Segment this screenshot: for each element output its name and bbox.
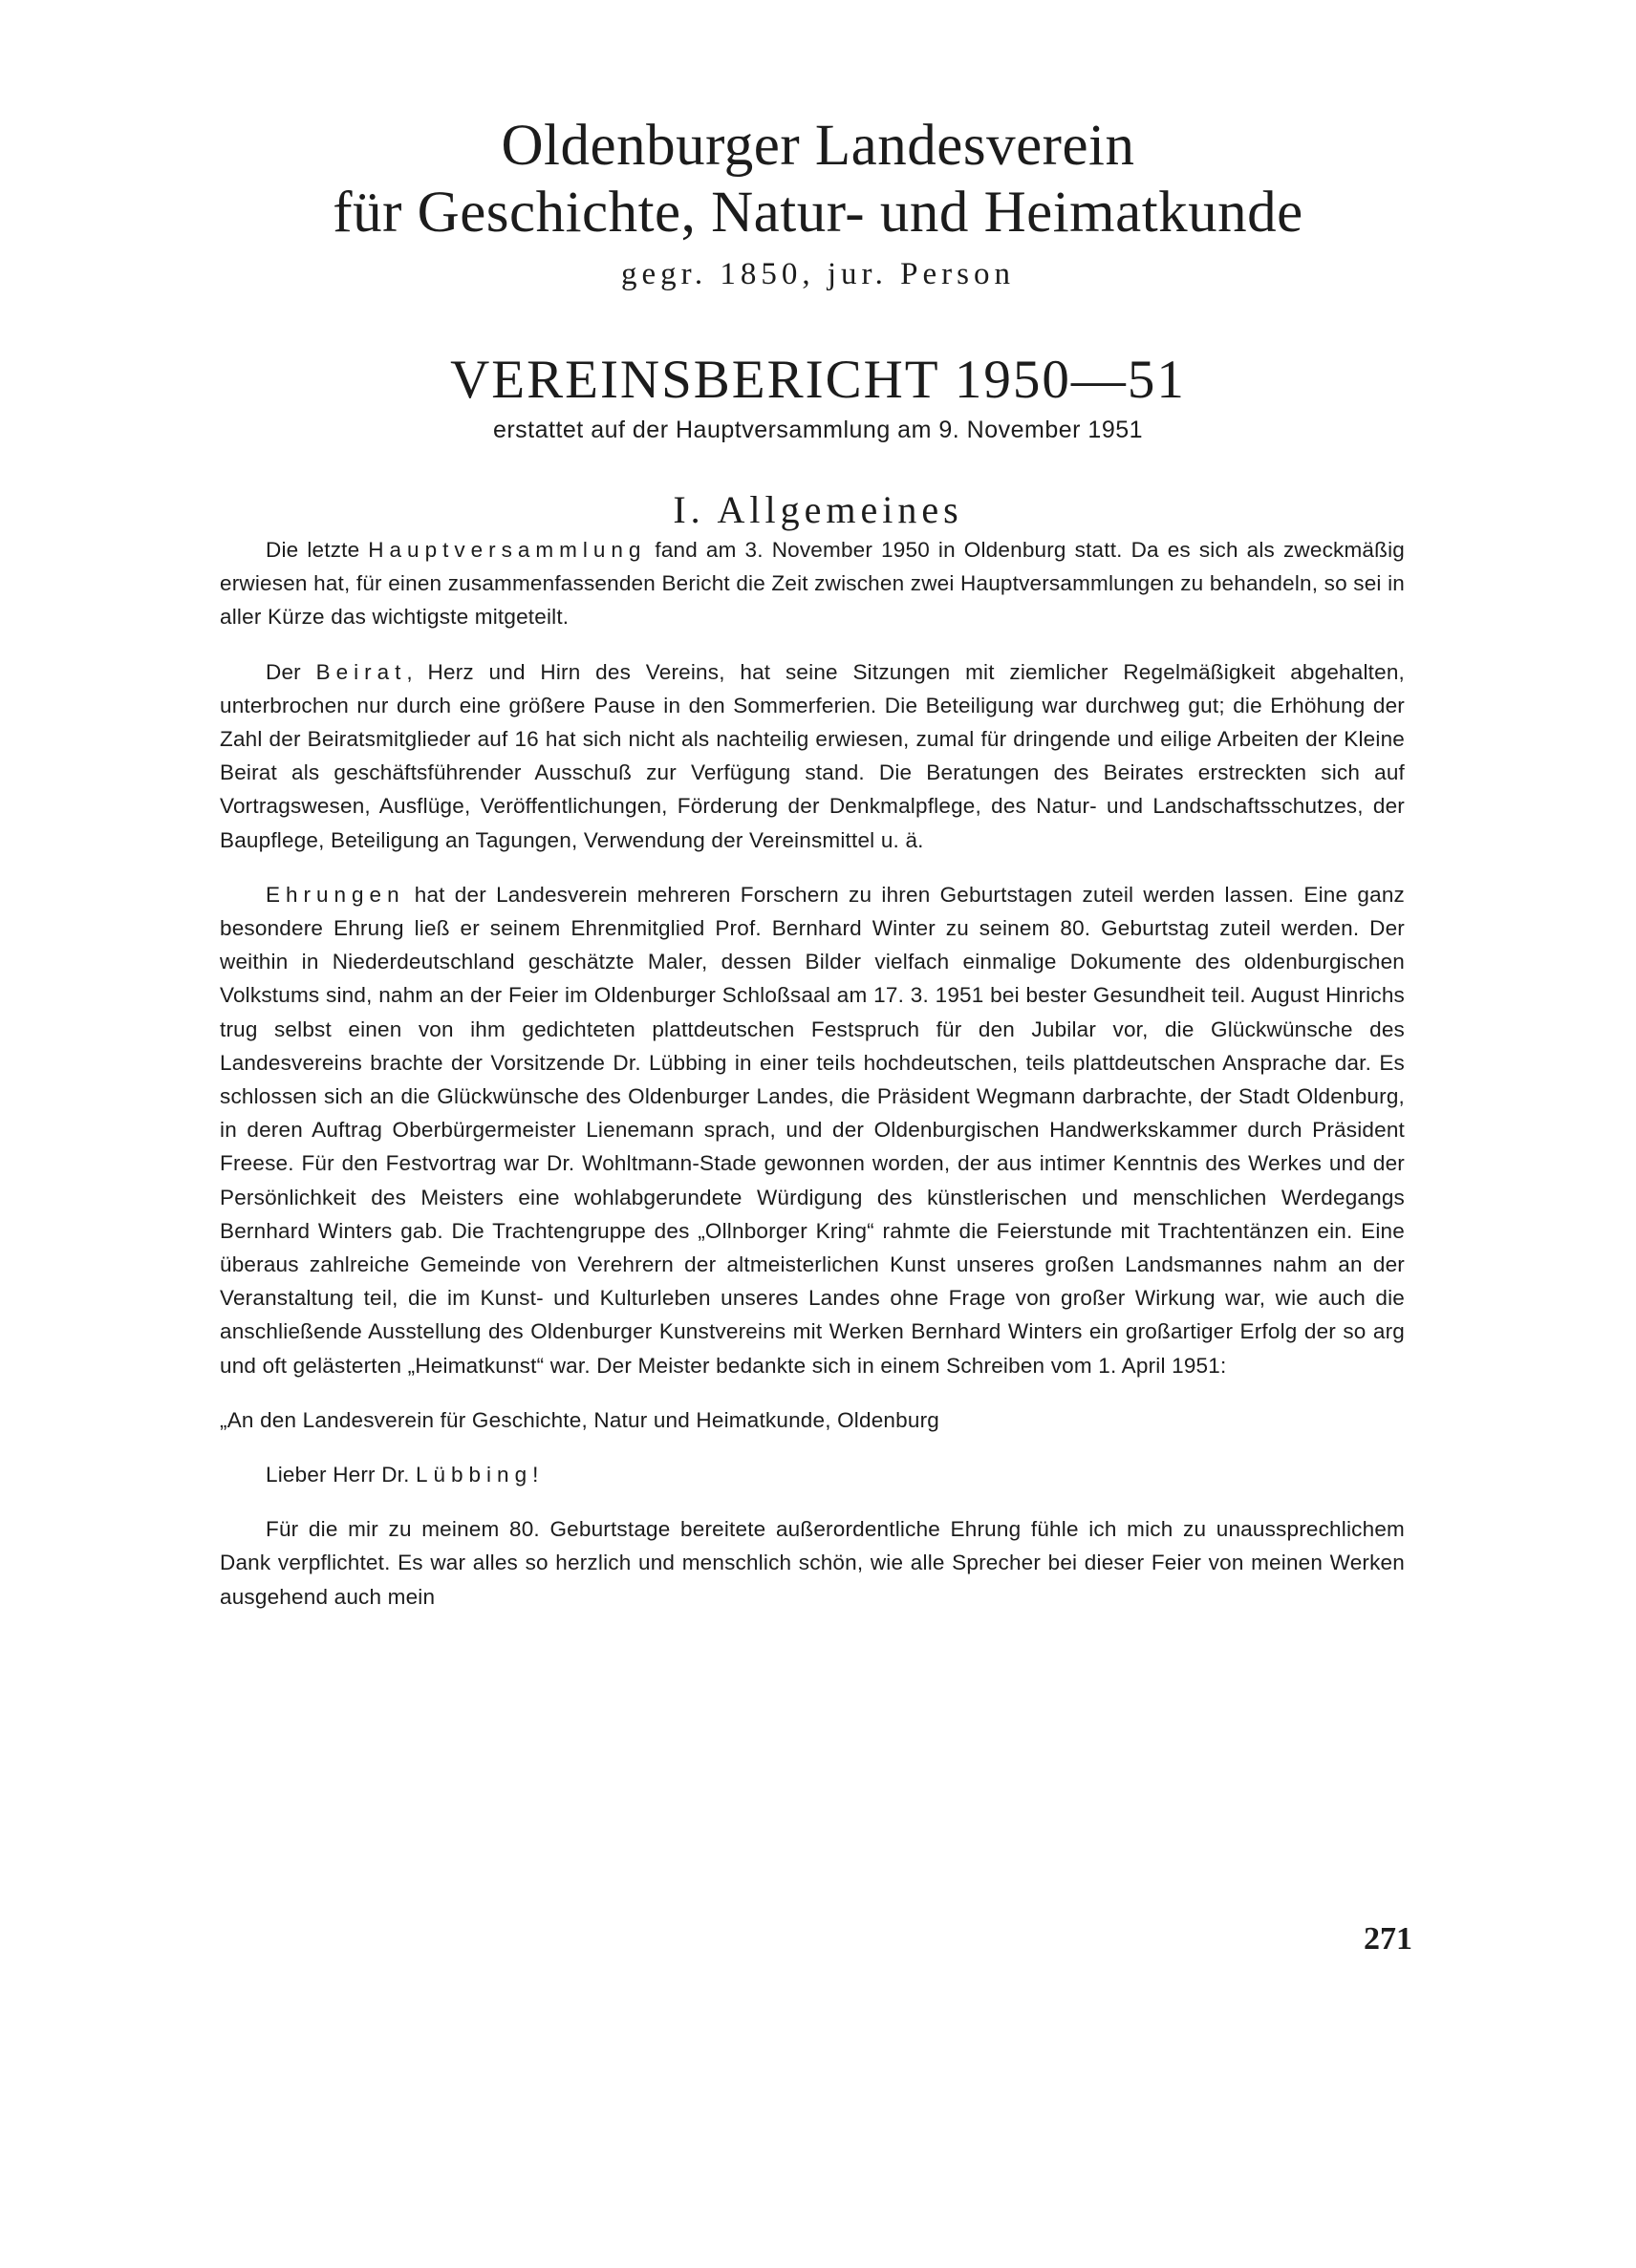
paragraph-text: Die letzte (266, 538, 369, 562)
report-subtitle: erstattet auf der Hauptversammlung am 9. November 1951 (492, 417, 1144, 443)
paragraph-text: fand am 3. November 1950 in Oldenburg statt. Da es sich als zweckmäßig erwiesen hat, für einen zusammenfassenden Bericht die Zeit zwischen zwei Hauptversammlungen zu behandeln, so sei in aller Kürze das wichtigste mitgeteilt. (220, 538, 1405, 630)
paragraph-advisory-board (220, 655, 1405, 857)
letter-body: Für die mir zu meinem 80. Geburtstage bereitete außerordentliche Ehrung fühle ich mich zu unaussprechlichem Dank verpflichtet. Es war alles so herzlich und menschlich schön, wie alle Sprecher bei dieser Feier von meinen Werken ausgehend auch mein (220, 1517, 1405, 1609)
organization-name: Oldenburger Landesverein (501, 114, 1135, 178)
paragraph-text: Lieber Herr Dr. (266, 1463, 416, 1487)
paragraph-honors (220, 878, 1405, 1382)
paragraph-text: Der (266, 659, 316, 684)
masthead (0, 113, 1636, 296)
paragraph-general-meeting (220, 533, 1405, 634)
letter-salutation (220, 1458, 1405, 1491)
paragraph-text: hat der Landesverein mehreren Forschern zu ihren Geburtstagen zuteil werden lassen. Eine ganz besondere Ehrung ließ er seinem Ehrenmitglied Prof. Bernhard Winter zu seinem 80. Geburtstag zuteil werden. Der weithin in Niederdeutschland geschätzte Maler, dessen Bilder vielfach einmalige Dokumente des oldenburgischen Volkstums sind, nahm an der Feier im Oldenburger Schloßsaal am 17. 3. 1951 bei bester Gesundheit teil. August Hinrichs trug selbst einen von ihm gedichteten plattdeutschen Festspruch für den Jubilar vor, die Glückwünsche des Landesvereins brachte der Vorsitzende Dr. Lübbing in einer teils hochdeutschen, teils plattdeutschen Ansprache dar. Es schlossen sich an die Glückwünsche des Oldenburger Landes, die Präsident Wegmann darbrachte, der Stadt Oldenburg, in deren Auftrag Oberbürgermeister Lienemann sprach, und der Oldenburgischen Handwerkskammer durch Präsident Freese. Für den Festvortrag war Dr. Wohltmann-Stade gewonnen worden, der aus intimer Kenntnis des Werkes und der Persönlichkeit des Meisters eine wohlabgerundete Würdigung des künstlerischen und menschlichen Werdegangs Bernhard Winters gab. Die Trachtengruppe des „Ollnborger Kring“ rahmte die Feierstunde mit Trachtentänzen ein. Eine überaus zahlreiche Gemeinde von Verehrern der altmeisterlichen Kunst unseres großen Landsmannes nahm an der Veranstaltung teil, die im Kunst- und Kulturleben unseres Landes ohne Frage von großer Wirkung war, wie auch die anschließende Ausstellung des Oldenburger Kunstvereins mit Werken Bernhard Winters ein großartiger Erfolg der so arg und oft gelästerten „Heimatkunst“ war. Der Meister bedankte sich in einem Schreiben vom 1. April 1951: (220, 882, 1405, 1378)
section-heading: I. Allgemeines (673, 488, 963, 531)
paragraph-text: , Herz und Hirn des Vereins, hat seine Sitzungen mit ziemlicher Regelmäßigkeit abgehalten, unterbrochen nur durch eine größere Pause in den Sommerferien. Die Beteiligung war durchweg gut; die Erhöhung der Zahl der Beiratsmitglieder auf 16 hat sich nicht als nachteilig erwiesen, zumal für dringende und eilige Arbeiten der Kleine Beirat als geschäftsführender Ausschuß zur Verfügung stand. Die Beratungen des Beirates erstreckten sich auf Vortragswesen, Ausflüge, Veröffentlichungen, Förderung der Denkmalpflege, des Natur- und Landschaftsschutzes, der Baupflege, Beteiligung an Tagungen, Verwendung der Vereinsmittel u. ä. (220, 659, 1406, 852)
organization-subtitle: für Geschichte, Natur- und Heimatkunde (333, 181, 1303, 245)
spaced-keyword: Lübbing (416, 1463, 533, 1487)
letter-address: „An den Landesverein für Geschichte, Natur und Heimatkunde, Oldenburg (220, 1407, 939, 1432)
paragraph-text: ! (532, 1463, 539, 1487)
report-title: VEREINSBERICHT 1950—51 (450, 350, 1186, 410)
page-number: 271 (1364, 1921, 1412, 1957)
spaced-keyword: Hauptversammlung (368, 538, 647, 562)
founding-note: gegr. 1850, jur. Person (621, 257, 1015, 291)
body-text (220, 533, 1405, 1635)
spaced-keyword: Ehrungen (266, 882, 405, 907)
spaced-keyword: Beirat (315, 659, 407, 684)
